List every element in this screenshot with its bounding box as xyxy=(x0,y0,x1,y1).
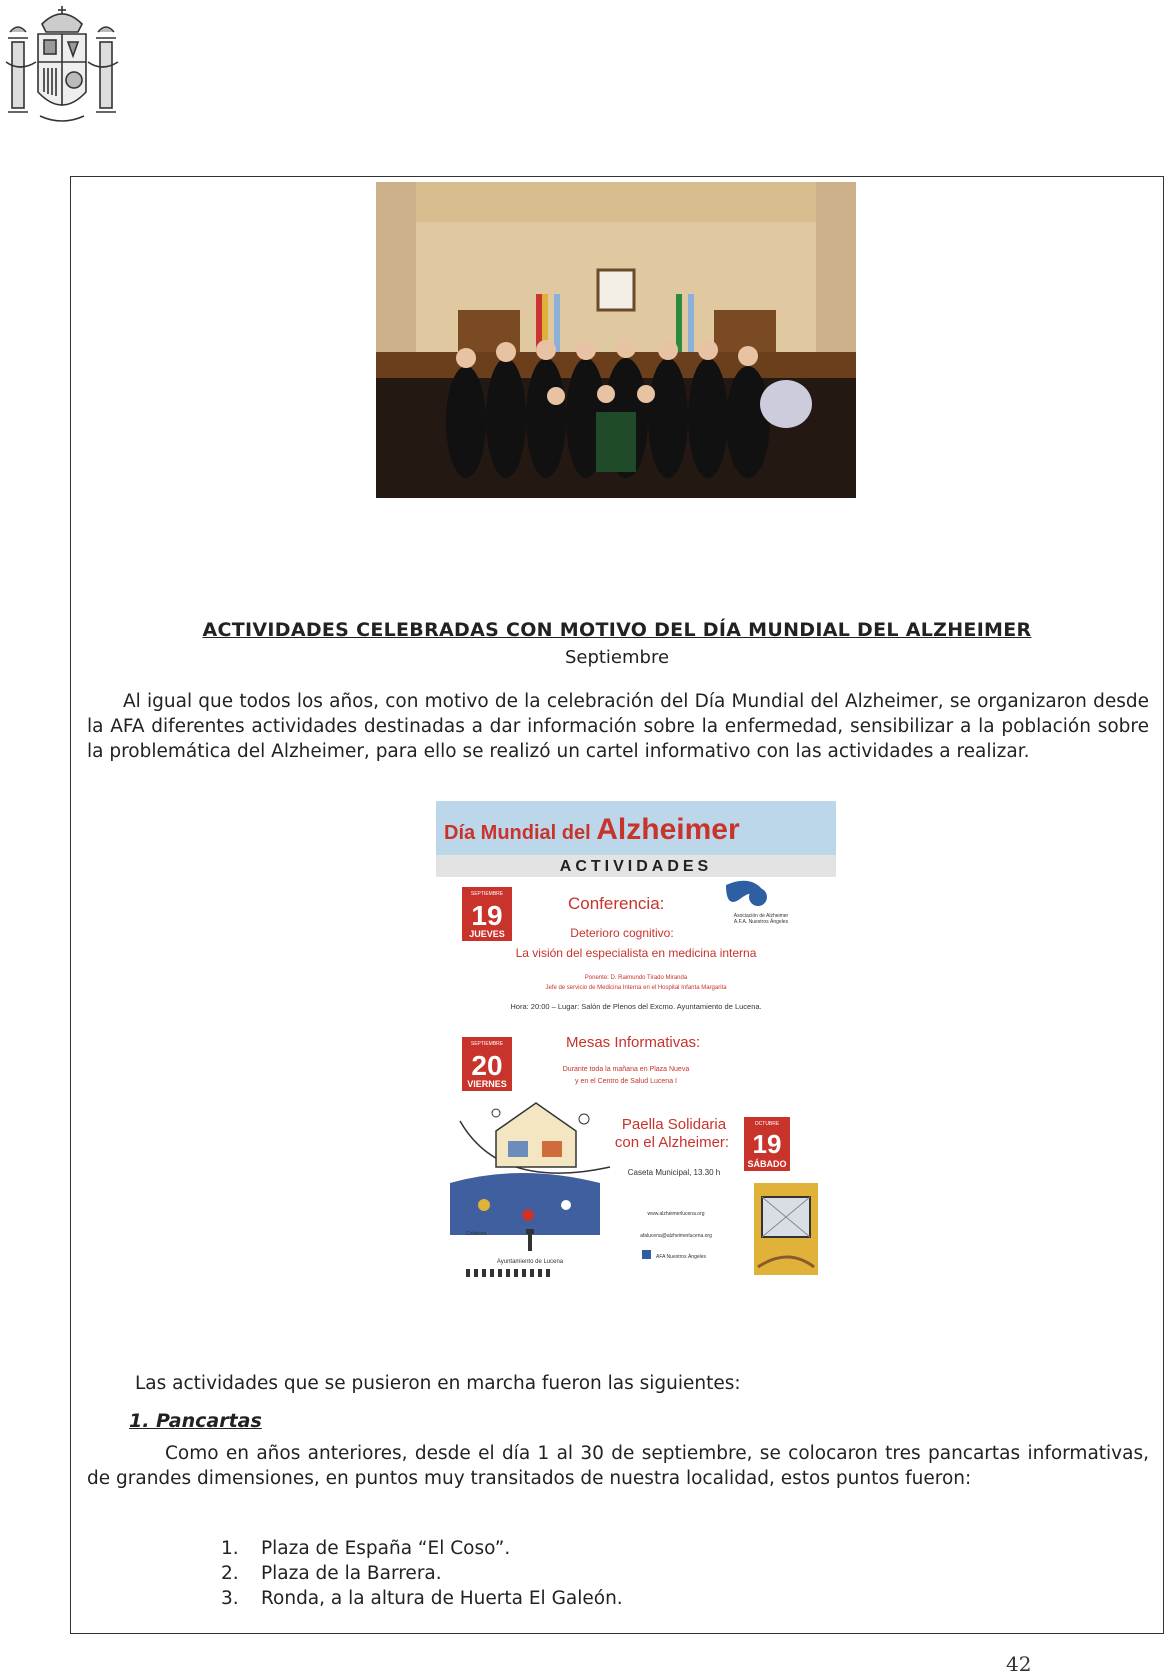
email: afalucena@alzheimerlucena.org xyxy=(640,1233,712,1239)
e1-day: 19 xyxy=(471,900,503,931)
org-line2: A.F.A. Nuestros Ángeles xyxy=(733,919,789,925)
page-title: ACTIVIDADES CELEBRADAS CON MOTIVO DEL DÍA MUNDIAL DEL ALZHEIMER xyxy=(202,619,1032,641)
lucena-tower-icon xyxy=(526,1229,534,1251)
e2-weekday: VIERNES xyxy=(467,1079,507,1089)
sponsor-figures-icon xyxy=(466,1269,550,1277)
e2-month: SEPTIEMBRE xyxy=(470,1041,504,1047)
sponsor-label: Colabora xyxy=(466,1231,487,1237)
e3-month: OCTUBRE xyxy=(754,1121,780,1127)
e3-day: 19 xyxy=(752,1129,782,1159)
spain-coat-of-arms-icon xyxy=(4,2,120,128)
org-line1: Asociación de Alzheimer xyxy=(733,913,789,919)
e3-place: Caseta Municipal, 13.30 h xyxy=(627,1168,721,1177)
facebook: AFA Nuestros Ángeles xyxy=(656,1254,707,1260)
e1-sub2: La visión del especialista en medicina interna xyxy=(515,946,757,960)
page-number: 42 xyxy=(1006,1652,1032,1676)
activities-poster xyxy=(436,801,836,1321)
e3-weekday: SÁBADO xyxy=(747,1159,787,1169)
list-item: 3. Ronda, a la altura de Huerta El Galeón. xyxy=(221,1588,623,1609)
e1-role: Jefe de servicio de Medicina Interna en el Hospital Infanta Margarita xyxy=(545,985,727,991)
locations-list xyxy=(221,1536,623,1611)
e1-title: Conferencia: xyxy=(568,894,665,913)
e2-sub1: Durante toda la mañana en Plaza Nueva xyxy=(562,1066,690,1073)
web: www.alzheimerlucena.org xyxy=(647,1211,705,1217)
page-subtitle: Septiembre xyxy=(564,647,670,668)
list-item: 2. Plaza de la Barrera. xyxy=(221,1563,442,1584)
facebook-icon xyxy=(642,1250,651,1259)
e3-title1: Paella Solidaria xyxy=(621,1116,727,1133)
e2-title: Mesas Informativas: xyxy=(566,1034,701,1051)
e2-sub2: y en el Centro de Salud Lucena I xyxy=(575,1078,677,1085)
poster-title-a: Día Mundial del xyxy=(444,822,597,844)
content-frame xyxy=(70,176,1164,1634)
sponsor: Ayuntamiento de Lucena xyxy=(496,1259,564,1265)
pancartas-paragraph: Como en años anteriores, desde el día 1 al 30 de septiembre, se colocaron tres pancartas informativas, de grandes dimensiones, en puntos muy transitados de nuestra localidad, estos puntos fueron: xyxy=(87,1443,1149,1489)
list-item: 1. Plaza de España “El Coso”. xyxy=(221,1538,511,1559)
section-heading-pancartas: 1. Pancartas xyxy=(129,1410,262,1432)
e2-day: 20 xyxy=(471,1050,503,1081)
afa-logo-icon xyxy=(726,881,767,906)
tv-illustration-icon xyxy=(754,1183,818,1275)
e1-sub1: Deterioro cognitivo: xyxy=(570,926,674,940)
e1-weekday: JUEVES xyxy=(469,929,505,939)
intro-paragraph: Al igual que todos los años, con motivo de la celebración del Día Mundial del Alzheimer, se organizaron desde la AFA diferentes actividades destinadas a dar información sobre la enfermedad, sensibilizar a la población sobre la problemática del Alzheimer, para ello se realizó un cartel informativo con las actividades a realizar. xyxy=(87,691,1149,762)
poster-title-b: Alzheimer xyxy=(596,813,740,846)
poster-heading: ACTIVIDADES xyxy=(559,858,713,875)
e1-month: SEPTIEMBRE xyxy=(470,891,504,897)
e3-title2: con el Alzheimer: xyxy=(614,1134,730,1151)
e1-time: Hora: 20:00 – Lugar: Salón de Plenos del Excmo. Ayuntamiento de Lucena. xyxy=(510,1002,762,1011)
house-illustration-icon xyxy=(450,1103,610,1235)
activities-intro: Las actividades que se pusieron en marcha fueron las siguientes: xyxy=(135,1373,741,1394)
e1-speaker: Ponente: D. Raimundo Tirado Miranda xyxy=(584,975,688,981)
group-photo xyxy=(376,182,856,498)
